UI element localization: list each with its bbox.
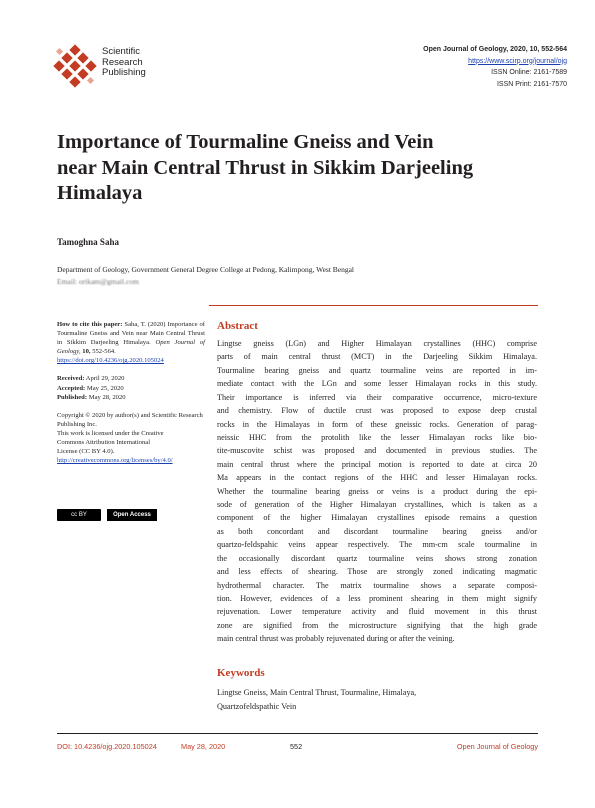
footer-date: May 28, 2020 [181,742,226,751]
title-line-1: Importance of Tourmaline Gneiss and Vein [57,131,434,153]
keywords-heading: Keywords [217,667,265,679]
license-line-1: This work is licensed under the Creative [57,429,164,437]
abstract-line: Tourmaline bearing gneiss and quartz tourmaline veins are reported in im- [217,365,537,375]
license-url-link[interactable]: http://creativecommons.org/licenses/by/4.0/ [57,457,173,465]
abstract-line: the occasionally discordant quartz tourmaline veins shows strong zonation [217,553,537,563]
publisher-line-2: Research [102,56,143,68]
abstract-line: Ma appears in the contact regions of the HHC and lesser Himalayan rocks. [217,473,537,483]
abstract-line: component of the higher Himalayan crystallines episode remains a question [217,513,537,523]
abstract-line: and chemistry. Flow of ductile crust was proposed to expose deep crustal [217,406,537,416]
copyright-block [57,411,205,466]
abstract-heading: Abstract [217,320,258,332]
cite-doi-link[interactable]: https://doi.org/10.4236/ojg.2020.105024 [57,357,164,365]
publisher-name [102,47,146,79]
dates-block [57,374,205,401]
cite-pages: 552-564. [92,348,116,356]
abstract-line: Lingtse gneiss (LGn) and Higher Himalayan crystallines (HHC) comprise [217,339,537,348]
license-line-2: Commons Attribution International [57,439,151,447]
cc-by-badge[interactable] [57,509,101,521]
accepted-date: May 25, 2020 [86,384,124,392]
abstract-line: sode of generation of the Higher Himalayan crystallines, which is taken as a [217,500,537,510]
title-line-2: near Main Central Thrust in Sikkim Darjeeling [57,156,474,179]
abstract-line: main central thrust was probably rejuvenated during or after the veining. [217,634,455,644]
footer-journal-name: Open Journal of Geology [456,742,538,751]
header-divider [209,305,538,306]
page-number: 552 [290,742,303,751]
footer-doi: DOI: 10.4236/ojg.2020.105024 [57,742,157,751]
citation-block [57,320,205,365]
keywords-line-2: Quartzofeldspathic Vein [217,701,297,711]
abstract-line: tite-muscovite schist was proposed and documented in previous studies. The [217,446,537,456]
cite-journal: Open Journal of Geology, [57,339,205,356]
journal-citation: Open Journal of Geology, 2020, 10, 552-564 [423,46,567,53]
open-access-badge[interactable]: Open Access [107,509,157,521]
abstract-line: Their importance is inferred via their comparative occurrence, micro-texture [217,392,537,402]
issn-print: ISSN Print: 2161-7570 [496,80,567,88]
abstract-line: mediate contact with the LGn and some lesser Himalayan rocks in this study. [217,379,537,389]
publisher-line-1: Scientific [102,46,141,57]
author-name: Tamoghna Saha [57,237,119,247]
license-badges [57,509,157,521]
copyright-text: Copyright © 2020 by author(s) and Scientific Research Publishing Inc. [57,411,203,428]
abstract-line: main central thrust where the principal motion is reported to date at circa 20 [217,459,537,469]
license-line-3: License (CC BY 4.0). [57,448,115,456]
footer-divider [57,733,538,734]
title-line-3: Himalaya [57,182,143,204]
abstract-line: rocks in the Himalayas in form of these gneissic rocks. Generation of parag- [217,419,537,429]
publisher-logo [52,44,98,90]
abstract-line: Whether the tourmaline bearing gneiss or veins is a product during the epi- [217,486,537,496]
cc-badge-label: cc BY [71,512,87,518]
accepted-label: Accepted: [57,384,86,392]
abstract-line: parts of main central thrust (MCT) in the Darjeeling Sikkim Himalaya. [217,352,537,362]
affiliation: Department of Geology, Government General Degree College at Pedong, Kalimpong, West Bengal [57,265,355,274]
journal-info [307,44,567,90]
abstract-line: and less effects of shearing. Those are strongly zoned indicating magmatic [217,567,537,577]
published-date: May 28, 2020 [88,393,126,401]
abstract-line: rejuvenation. Lower temperature activity and fluid movement in this thrust [217,607,537,617]
author-email: Email: orikam@gmail.com [57,277,139,286]
abstract-line: as both concordant and discordant tourmaline bearing gneiss and/or [217,526,537,536]
publisher-line-3: Publishing [102,67,146,78]
issn-online: ISSN Online: 2161-7589 [491,69,567,76]
abstract-line: hydrothermal character. The matrix tourmaline shows a separate composi- [217,580,537,590]
abstract-line: zone are signified from the microstructure signifying that the high grade [217,620,537,630]
paper-title [57,130,557,207]
received-label: Received: [57,375,85,383]
cite-volume: 10, [82,348,91,356]
journal-url-link[interactable]: https://www.scirp.org/journal/ojg [468,57,567,65]
abstract-line: neissic HHC from the protolith like the lesser Himalayan rocks like bio- [217,432,537,442]
abstract-body [217,337,537,646]
received-date: April 29, 2020 [85,375,125,383]
article-info-column [57,320,205,465]
keywords-line-1: Lingtse Gneiss, Main Central Thrust, Tourmaline, Himalaya, [217,688,417,697]
published-label: Published: [57,393,88,401]
cite-text: Saha, T. (2020) Importance of Tourmaline Gneiss and Vein near Main Central Thrust in Sikkim Darjeeling Himalaya. [57,321,205,347]
abstract-line: tion. However, evidences of a less prominent shearing in them might signify [217,594,537,604]
cite-label: How to cite this paper: [57,321,123,328]
abstract-line: quartzo-feldspahic veins appear respectively. The mm-cm scale tourmaline in [217,540,537,550]
keywords-body [217,686,537,713]
